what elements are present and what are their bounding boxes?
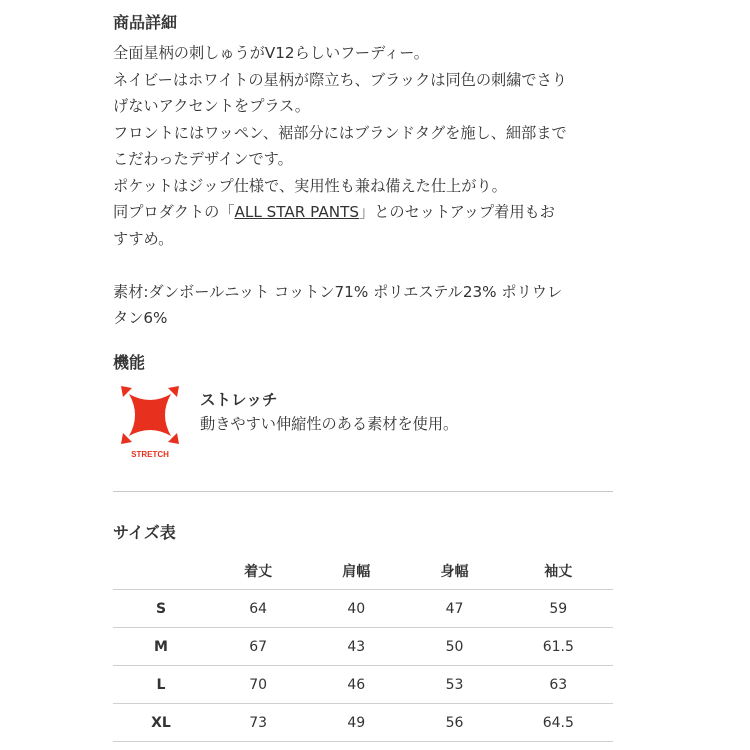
size-cell: 47 bbox=[405, 590, 503, 628]
size-label: S bbox=[113, 590, 209, 628]
function-title: 機能 bbox=[113, 353, 146, 372]
size-cell: 64 bbox=[209, 590, 307, 628]
size-cell: 61.5 bbox=[504, 628, 613, 666]
setup-suffix: 」とのセットアップ着用もお bbox=[359, 203, 555, 221]
material-line: 素材:ダンボールニット コットン71% ポリエステル23% ポリウレ bbox=[113, 282, 563, 301]
details-line: こだわったデザインです。 bbox=[113, 150, 293, 168]
size-cell: 59 bbox=[504, 590, 613, 628]
table-row bbox=[113, 590, 613, 628]
details-line: フロントにはワッペン、裾部分にはブランドタグを施し、細部まで bbox=[113, 123, 567, 142]
size-header-cell: 肩幅 bbox=[307, 552, 405, 590]
size-header-corner bbox=[113, 552, 209, 590]
size-cell: 49 bbox=[307, 704, 405, 742]
details-line: ポケットはジップ仕様で、実用性も兼ね備えた仕上がり。 bbox=[113, 176, 507, 195]
size-cell: 56 bbox=[405, 704, 503, 742]
setup-line bbox=[113, 199, 613, 226]
size-table-title: サイズ表 bbox=[113, 523, 176, 542]
table-row bbox=[113, 704, 613, 742]
size-header-cell: 身幅 bbox=[405, 552, 503, 590]
size-table bbox=[113, 552, 613, 742]
size-label: XL bbox=[113, 704, 209, 742]
details-line: げないアクセントをプラス。 bbox=[113, 97, 310, 115]
size-cell: 53 bbox=[405, 666, 503, 704]
size-header-cell: 着丈 bbox=[209, 552, 307, 590]
details-line: 全面星柄の刺しゅうがV12らしいフーディー。 bbox=[113, 44, 429, 62]
details-line: ネイビーはホワイトの星柄が際立ち、ブラックは同色の刺繍でさり bbox=[113, 70, 567, 89]
size-label: M bbox=[113, 628, 209, 666]
size-cell: 43 bbox=[307, 628, 405, 666]
size-header-cell: 袖丈 bbox=[504, 552, 613, 590]
section-divider bbox=[113, 491, 613, 492]
size-cell: 73 bbox=[209, 704, 307, 742]
size-cell: 40 bbox=[307, 590, 405, 628]
size-cell: 46 bbox=[307, 666, 405, 704]
table-row bbox=[113, 628, 613, 666]
size-cell: 67 bbox=[209, 628, 307, 666]
feature-description: 動きやすい伸縮性のある素材を使用。 bbox=[200, 415, 459, 433]
material-line-2: タン6% bbox=[113, 309, 168, 327]
size-label: L bbox=[113, 666, 209, 704]
size-table-header bbox=[113, 552, 613, 590]
size-cell: 64.5 bbox=[504, 704, 613, 742]
feature-stretch bbox=[113, 384, 613, 464]
stretch-icon-label: STRETCH bbox=[131, 450, 169, 459]
spacer bbox=[113, 252, 613, 279]
table-row bbox=[113, 666, 613, 704]
stretch-icon bbox=[119, 384, 181, 462]
setup-line-2: すすめ。 bbox=[113, 229, 174, 248]
setup-prefix: 同プロダクトの「 bbox=[113, 203, 235, 221]
feature-name: ストレッチ bbox=[200, 391, 278, 409]
size-cell: 63 bbox=[504, 666, 613, 704]
size-cell: 50 bbox=[405, 628, 503, 666]
size-cell: 70 bbox=[209, 666, 307, 704]
details-description bbox=[113, 40, 613, 332]
details-title: 商品詳細 bbox=[113, 13, 178, 32]
all-star-pants-link[interactable]: ALL STAR PANTS bbox=[234, 203, 360, 221]
